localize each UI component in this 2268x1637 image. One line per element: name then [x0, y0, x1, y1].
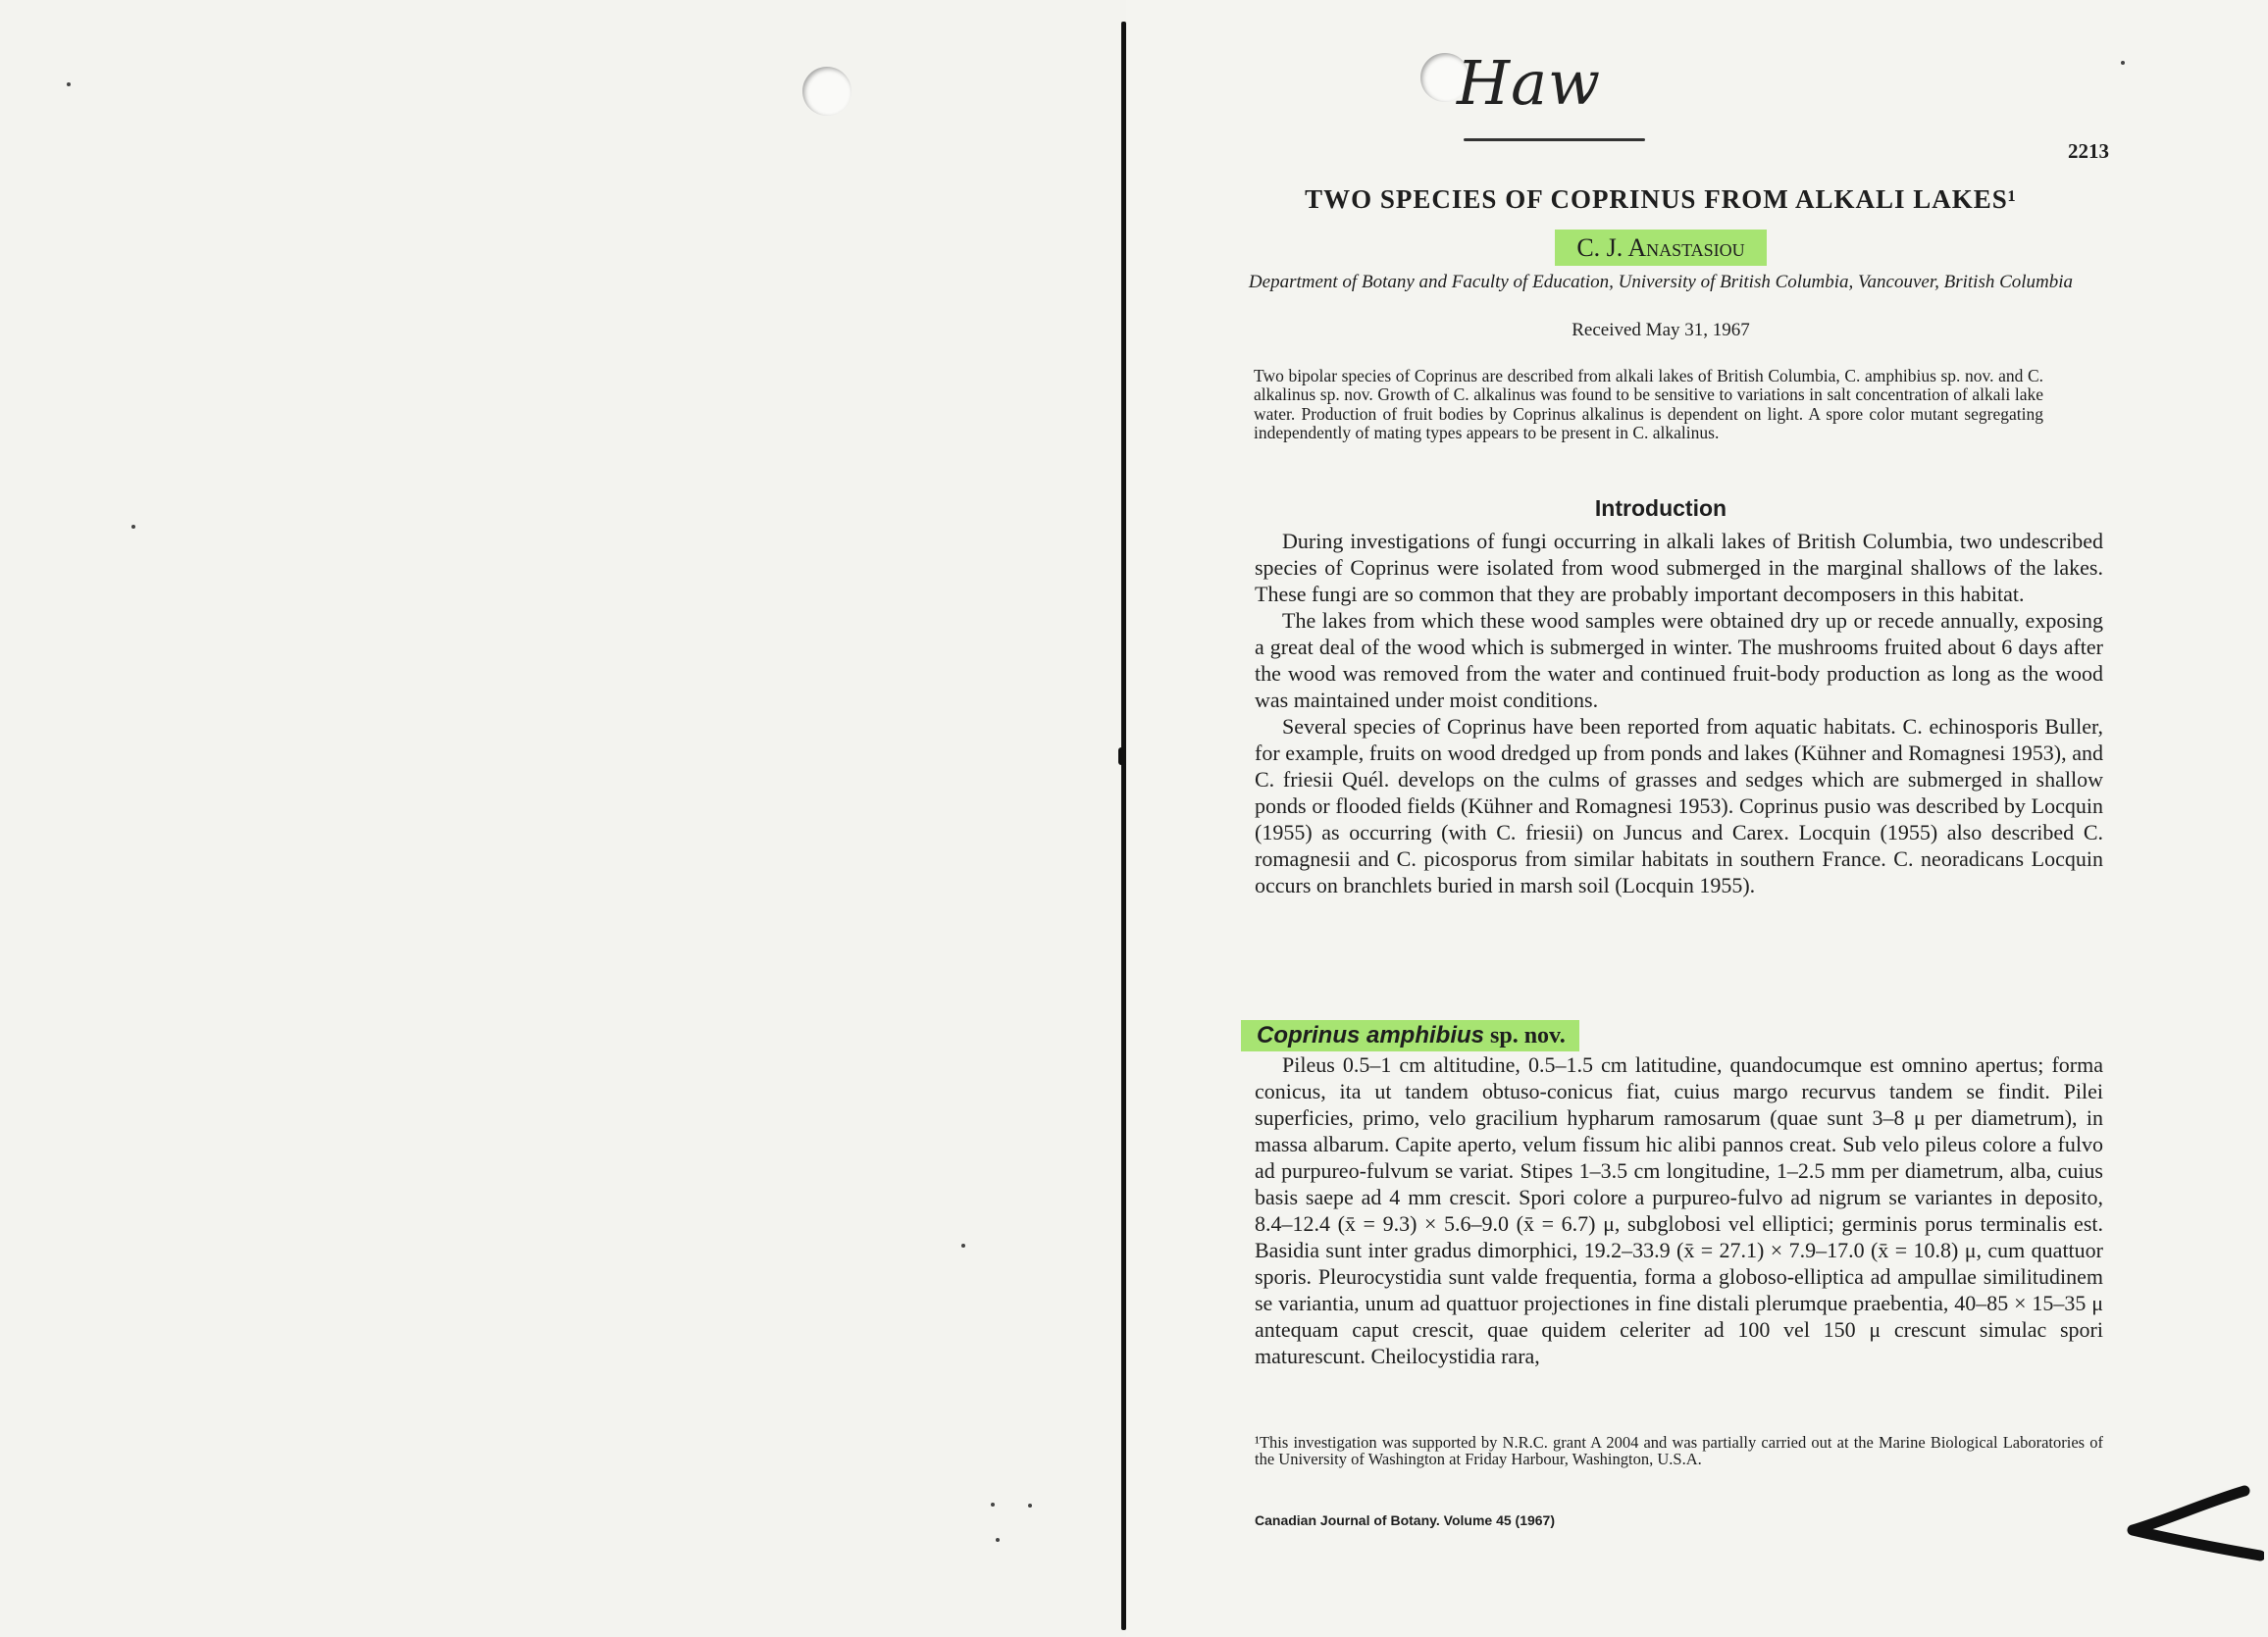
- dust-speck: [131, 525, 135, 529]
- author-name-highlighted: C. J. Anastasiou: [1555, 230, 1766, 266]
- species-heading-highlighted: [1241, 1020, 1579, 1051]
- introduction-body: [1255, 528, 2103, 898]
- dust-speck: [2121, 61, 2125, 65]
- abstract: Two bipolar species of Coprinus are described from alkali lakes of British Columbia, C. amphibius sp. nov. and C. alkalinus sp. nov. Growth of C. alkalinus was found to be sensitive to variations in salt concentration of alkali lake water. Production of fruit bodies by Coprinus alkalinus is dependent on light. A spore color mutant segregating independently of mating types appears to be present in C. alkalinus.: [1254, 366, 2043, 442]
- left-punch-hole: [802, 67, 851, 116]
- dust-speck: [1028, 1504, 1032, 1508]
- introduction-paragraph: The lakes from which these wood samples were obtained dry up or recede annually, exposing a great deal of the wood which is submerged in winter. The mushrooms fruited about 6 days after the wood was removed from the water and continued fruit-body production as long as the wood was maintained under moist conditions.: [1255, 608, 2103, 712]
- species-suffix: sp. nov.: [1490, 1023, 1566, 1049]
- left-blank-page: [0, 0, 1126, 1637]
- dust-speck: [961, 1244, 965, 1248]
- author-affiliation: Department of Botany and Faculty of Education, University of British Columbia, Vancouver, British Columbia: [1248, 272, 2074, 292]
- species-description-body: [1255, 1051, 2103, 1369]
- species-description-paragraph: Pileus 0.5–1 cm altitudine, 0.5–1.5 cm latitudine, quandocumque est omnino apertus; forma conicus, ita ut tandem obtuso-conicus fiat, cuius margo recurvus tandem se findit. Pilei superficies, primo, velo gracilium hypharum ramosarum (quae sunt 3–8 μ per diametrum), in massa albarum. Capite aperto, velum fissum hic alibi pannos creat. Sub velo pileus colore a fulvo ad purpureo-fulvum se variat. Stipes 1–3.5 cm longitudine, 1–2.5 mm per diametrum, alba, cuius basis saepe ad 4 mm crescit. Spori colore a purpureo-fulvo ad nigrum se variantes in deposito, 8.4–12.4 (x̄ = 9.3) × 5.6–9.0 (x̄ = 6.7) μ, subglobosi vel elliptici; germinis porus terminalis est. Basidia sunt inter gradus dimorphici, 19.2–33.9 (x̄ = 27.1) × 7.9–17.0 (x̄ = 10.8) μ, cum quattuor sporis. Pleurocystidia sunt valde frequentia, forma a globoso-elliptica ad ampullae similitudinem se variantia, unum ad quattuor projectiones in fine distali plerumque praebentia, 40–85 × 15–35 μ antequam caput crescit, quae quidem celeriter ad 100 vel 150 μ crescunt simulac spori maturescunt. Cheilocystidia rara,: [1255, 1052, 2103, 1368]
- dust-speck: [67, 82, 71, 86]
- footnote: ¹This investigation was supported by N.R.C. grant A 2004 and was partially carried out at the Marine Biological Laboratories of the University of Washington at Friday Harbour, Washington, U.S.A.: [1255, 1433, 2103, 1468]
- species-name: Coprinus amphibius: [1257, 1022, 1485, 1049]
- page-number: 2213: [2068, 139, 2109, 163]
- dust-speck: [991, 1503, 995, 1507]
- handwritten-note: Haw: [1457, 47, 1602, 119]
- author-line: [1224, 233, 2097, 263]
- introduction-paragraph: Several species of Coprinus have been reported from aquatic habitats. C. echinosporis Buller, for example, fruits on wood dredged up from ponds and lakes (Kühner and Romagnesi 1953), and C. friesii Quél. develops on the culms of grasses and sedges which are submerged in shallow ponds or flooded fields (Kühner and Romagnesi 1953). Coprinus pusio was described by Locquin (1955) as occurring (with C. friesii) on Juncus and Carex. Locquin (1955) also described C. romagnesii and C. picosporus from similar habitats in southern France. C. neoradicans Locquin occurs on branchlets buried in marsh soil (Locquin 1955).: [1255, 714, 2103, 897]
- introduction-paragraph: During investigations of fungi occurring in alkali lakes of British Columbia, two undescribed species of Coprinus were isolated from wood submerged in the marginal shallows of the lakes. These fungi are so common that they are probably important decomposers in this habitat.: [1255, 529, 2103, 606]
- article-title: TWO SPECIES OF COPRINUS FROM ALKALI LAKES¹: [1305, 184, 2017, 214]
- handwritten-arrow-mark: [2127, 1483, 2264, 1561]
- journal-citation: Canadian Journal of Botany. Volume 45 (1967): [1255, 1512, 1555, 1528]
- dust-speck: [996, 1538, 1000, 1542]
- introduction-heading: Introduction: [1594, 495, 1727, 521]
- received-date: Received May 31, 1967: [1572, 320, 1750, 340]
- handwritten-underline: [1464, 138, 1645, 141]
